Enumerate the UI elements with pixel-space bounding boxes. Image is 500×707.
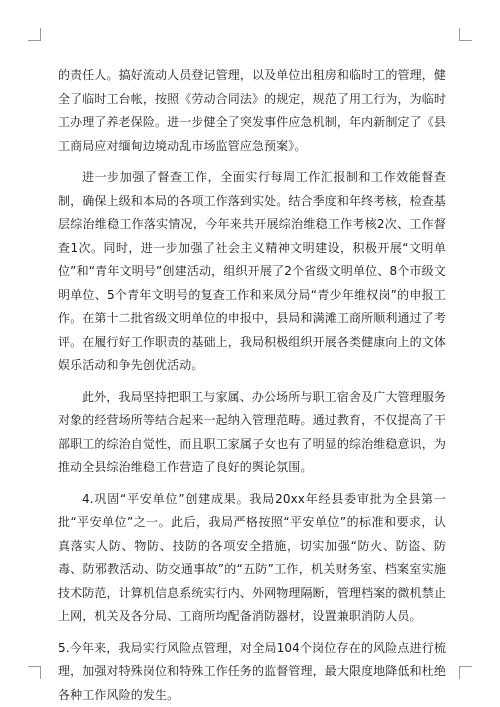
paragraph-3: 此外，我局坚持把职工与家属、办公场所与职工宿舍及广大管理服务对象的经营场所等结合起来一起纳入管理范畴。通过教育，不仅提高了干部职工的综治自觉性，而且职工家属子女也有了明显的综治维稳意识，为推动全县综治维稳工作营造了良好的舆论氛围。: [58, 389, 446, 474]
paragraph-5: 5.今年来，我局实行风险点管理，对全局104个岗位存在的风险点进行梳理，加强对特殊岗位和特殊工作任务的监督管理，最大限度地降低和杜绝各种工作风险的发生。: [58, 640, 446, 702]
paragraph-2: 进一步加强了督查工作，全面实行每周工作汇报制和工作效能督查制，确保上级和本局的各项工作落到实处。结合季度和年终考核，检查基层综治维稳工作落实情况，今年来共开展综治维稳工作考核2次、工作督查1次。同时，进一步加强了社会主义精神文明建设，积极开展“文明单位”和“青年文明号”创建活动，组织开展了2个省级文明单位、8个市级文明单位、5个青年文明号的复查工作和来凤分局“青少年维权岗”的申报工作。在第十二批省级文明单位的申报中，县局和满滩工商所顺利通过了考评。在履行好工作职责的基础上，我局积极组织开展各类健康向上的文体娱乐活动和争先创优活动。: [58, 170, 446, 372]
crop-mark-bottom-right: [459, 666, 472, 679]
paragraph-4: 4.巩固“平安单位”创建成果。我局20xx年经县委审批为全县第一批“平安单位”之一。此后，我局严格按照“平安单位”的标准和要求，认真落实人防、物防、技防的各项安全措施，切实加强“防火、防盗、防毒、防邪教活动、防交通事故”的“五防”工作，机关财务室、档案室实施技术防范，计算机信息系统实行内、外网物理隔断，管理档案的微机禁止上网，机关及各分局、工商所均配备消防器材，设置兼职消防人员。: [58, 491, 446, 623]
paragraph-1: 的责任人。搞好流动人员登记管理，以及单位出租房和临时工的管理，健全了临时工台帐，按照《劳动合同法》的规定，规范了用工行为，为临时工办理了养老保险。进一步健全了突发事件应急机制，年内新制定了《县工商局应对缅甸边境动乱市场监管应急预案》。: [58, 68, 446, 153]
crop-mark-bottom-left: [28, 666, 41, 679]
crop-mark-top-right: [459, 28, 472, 41]
document-body: [58, 64, 446, 707]
crop-mark-top-left: [28, 28, 41, 41]
